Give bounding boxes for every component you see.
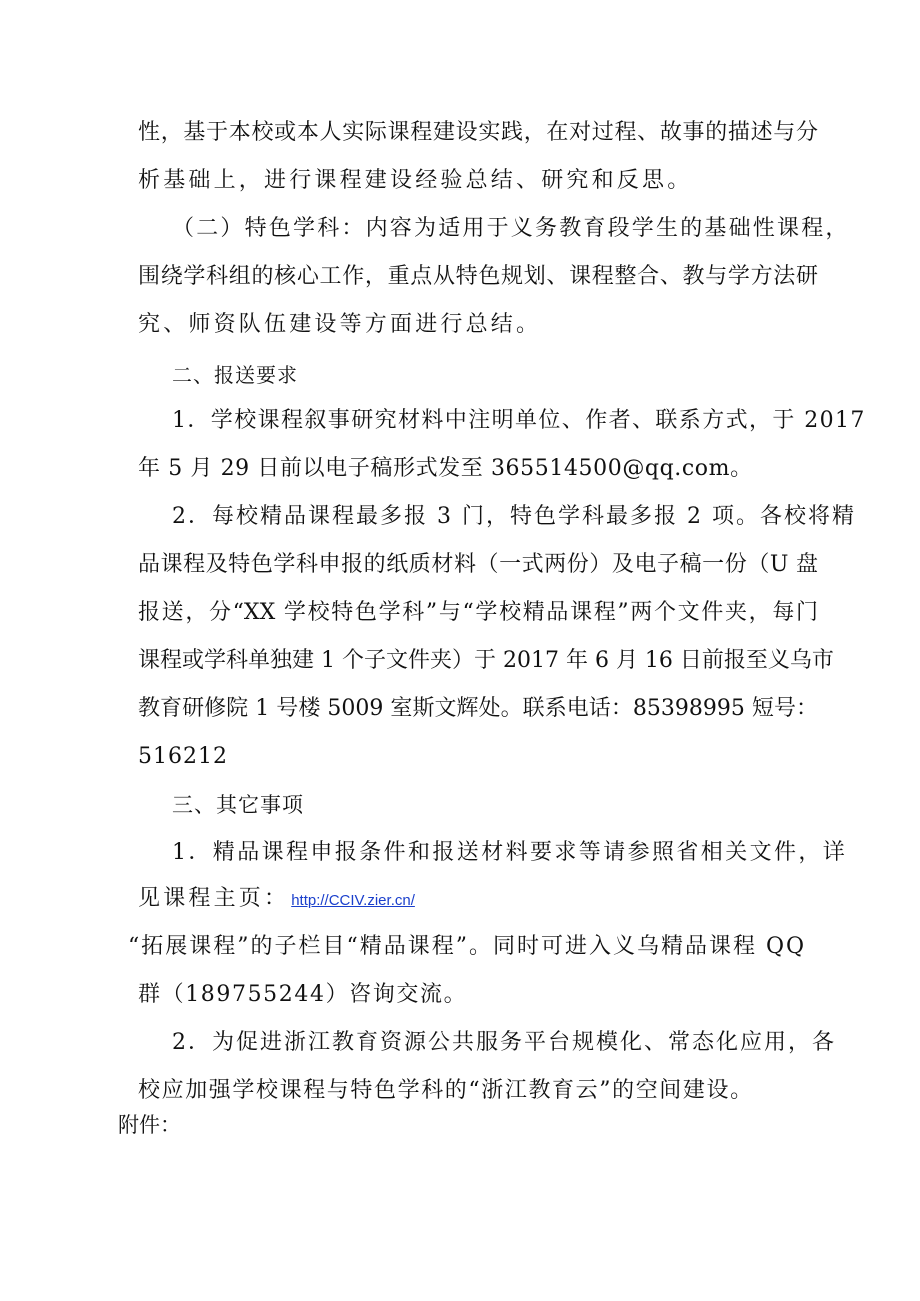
paragraph-line: 2．每校精品课程最多报 3 门，特色学科最多报 2 项。各校将精 [172,504,856,529]
paragraph-line: 品课程及特色学科申报的纸质材料（一式两份）及电子稿一份（U 盘 [138,552,818,577]
homepage-label: 见课程主页： [138,886,290,911]
homepage-link[interactable]: http://CCIV.zier.cn/ [291,892,415,909]
paragraph-line: 课程或学科单独建 1 个子文件夹）于 2017 年 6 月 16 日前报至义乌市 [138,648,834,673]
paragraph-line: 校应加强学校课程与特色学科的“浙江教育云”的空间建设。 [138,1078,754,1103]
paragraph-line: 2．为促进浙江教育资源公共服务平台规模化、常态化应用，各 [172,1030,836,1055]
paragraph-line: 围绕学科组的核心工作，重点从特色规划、课程整合、教与学方法研 [138,264,818,289]
paragraph-line: 1．精品课程申报条件和报送材料要求等请参照省相关文件，详 [172,840,848,865]
paragraph-line: “拓展课程”的子栏目“精品课程”。同时可进入义乌精品课程 QQ [128,934,807,959]
section-1-2-heading-line: （二）特色学科：内容为适用于义务教育段学生的基础性课程， [172,216,850,241]
paragraph-line: 究、师资队伍建设等方面进行总结。 [138,312,542,337]
paragraph-line: 群（189755244）咨询交流。 [138,982,468,1007]
paragraph-line: 报送，分“XX 学校特色学科”与“学校精品课程”两个文件夹，每门 [138,600,818,625]
paragraph-line: 教育研修院 1 号楼 5009 室斯文辉处。联系电话：85398995 短号： [138,696,818,721]
paragraph-line: 年 5 月 29 日前以电子稿形式发至 365514500@qq.com。 [138,456,753,481]
paragraph-line: 1．学校课程叙事研究材料中注明单位、作者、联系方式，于 2017 [172,408,866,433]
paragraph-line: 516212 [138,744,228,769]
paragraph-line: 性，基于本校或本人实际课程建设实践，在对过程、故事的描述与分 [138,120,818,145]
section-heading-submission: 二、报送要求 [172,363,298,387]
paragraph-line: 析基础上，进行课程建设经验总结、研究和反思。 [138,168,693,193]
section-heading-other: 三、其它事项 [172,793,304,817]
attachment-label: 附件： [118,1113,181,1137]
paragraph-line-with-link [138,884,415,916]
